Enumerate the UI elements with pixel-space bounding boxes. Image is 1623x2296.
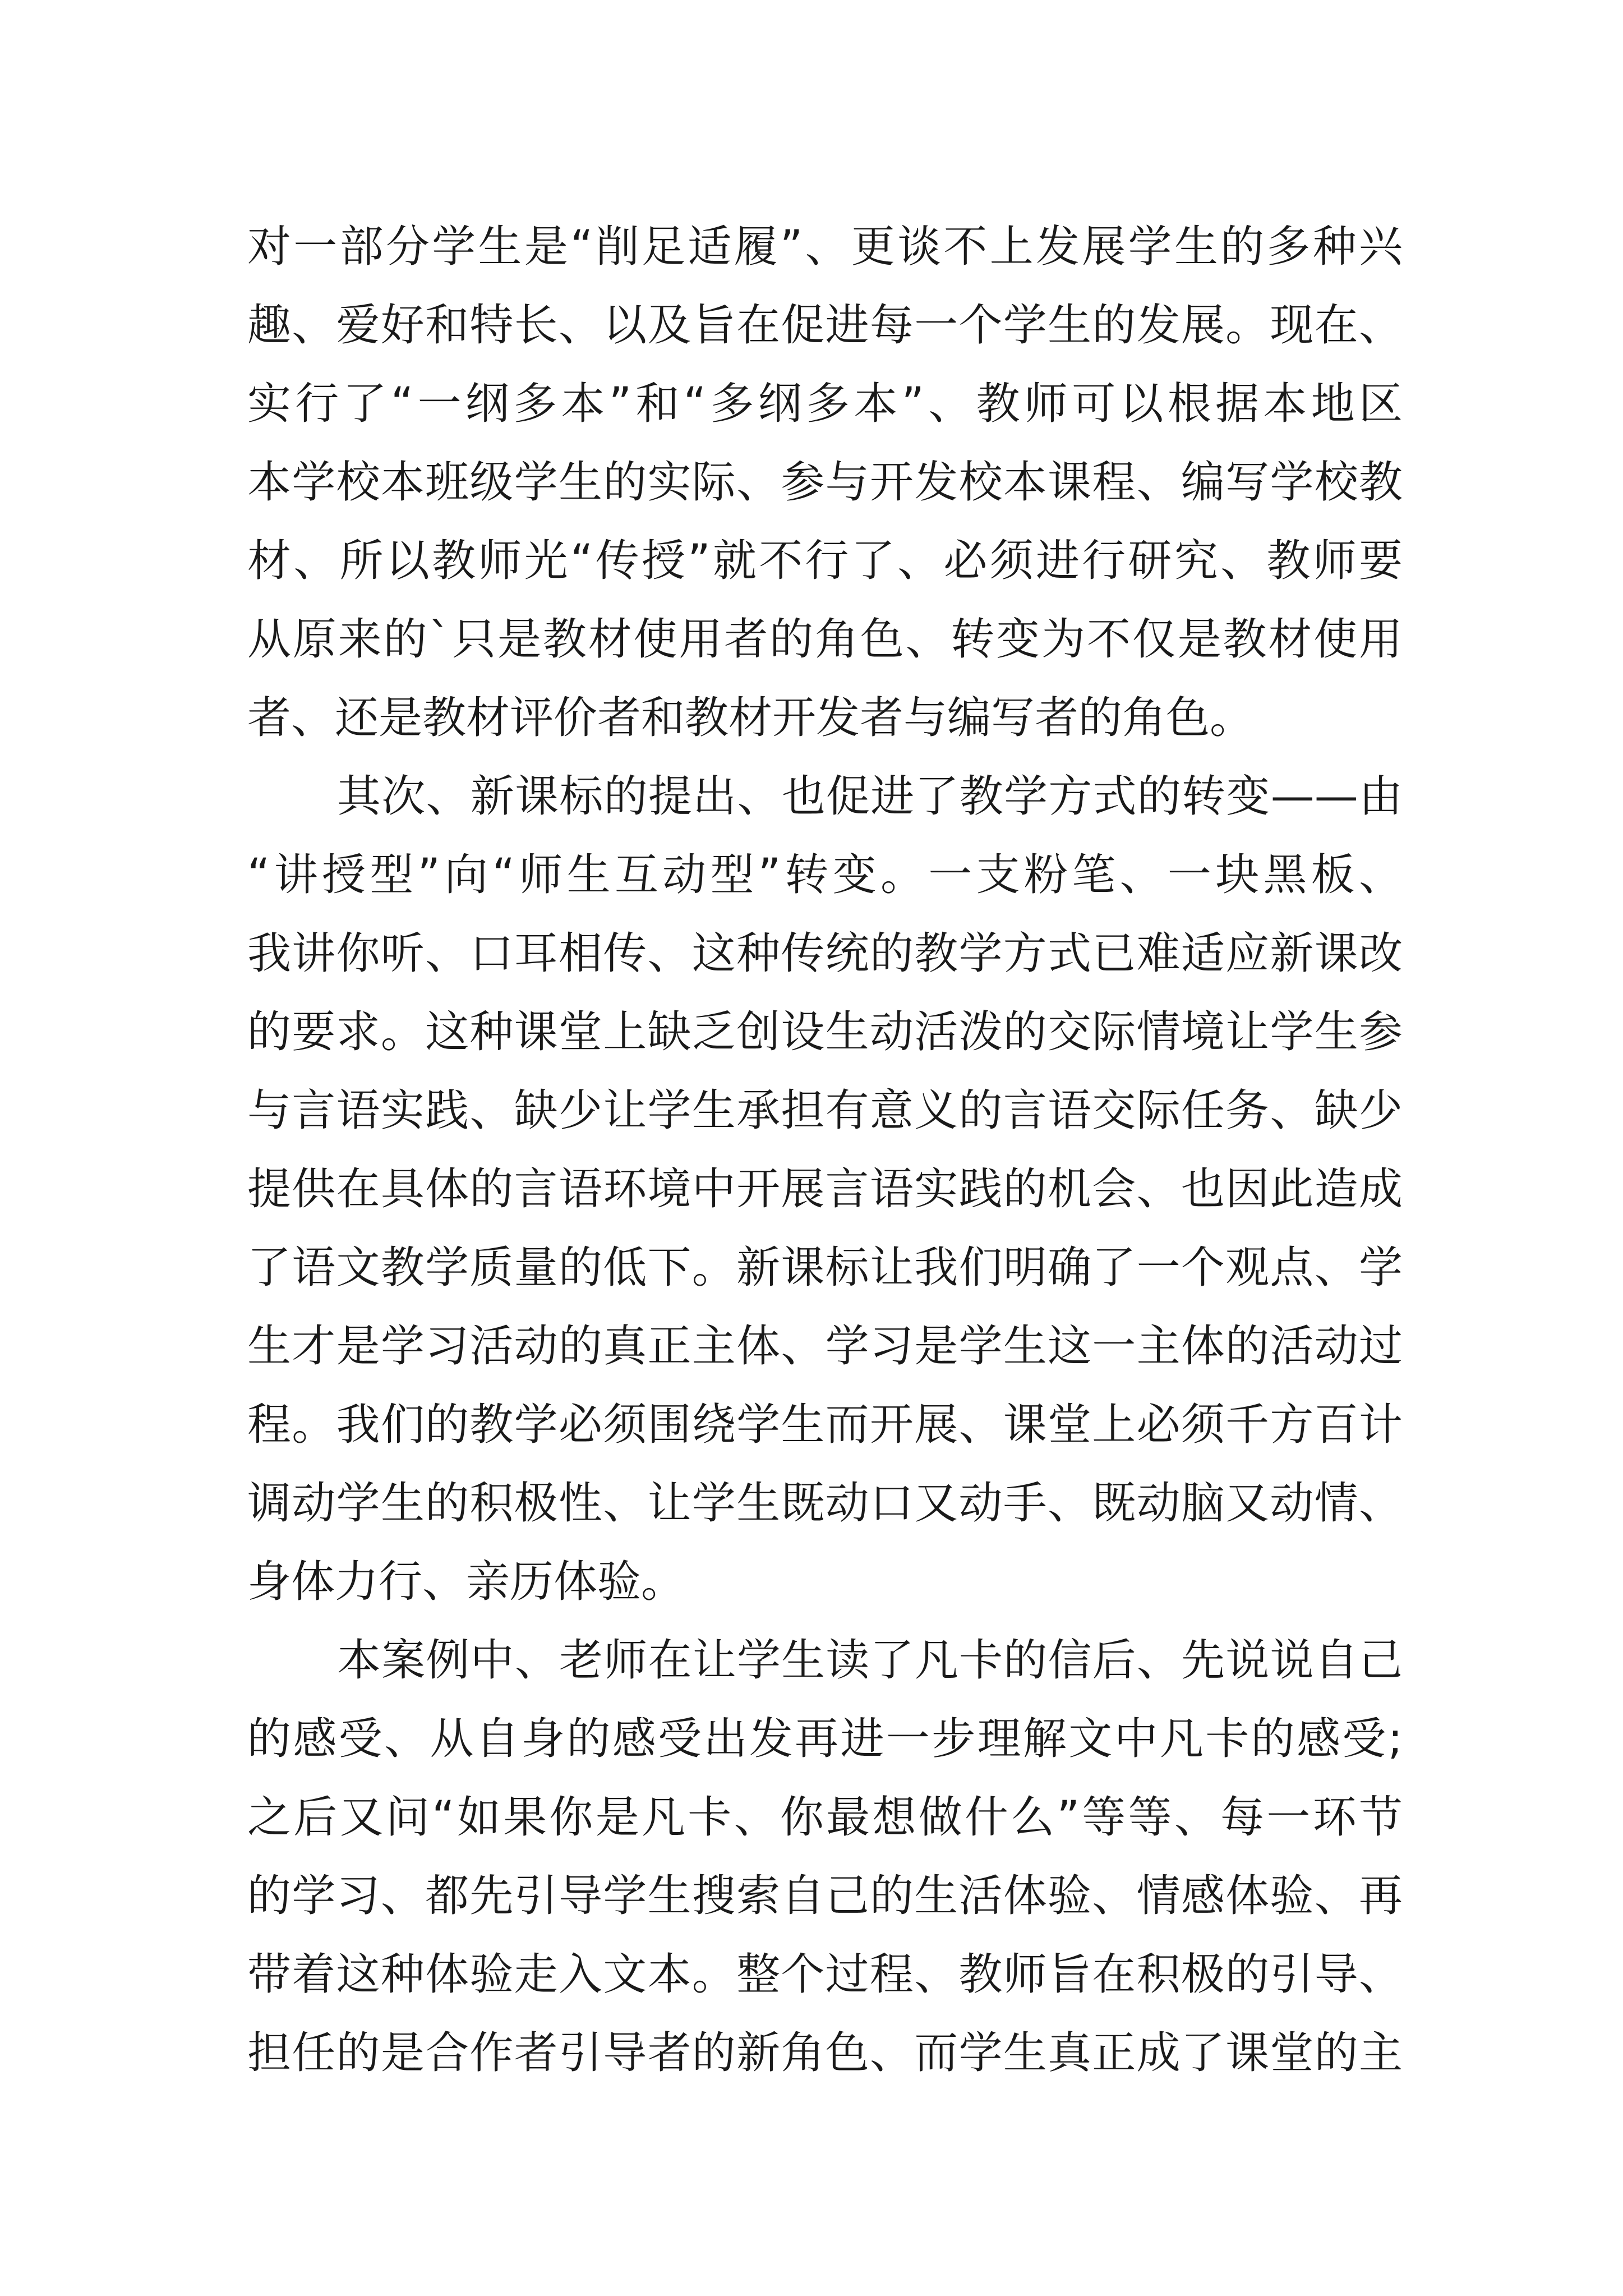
text-line: 趣、爱好和特长、以及旨在促进每一个学生的发展。现在、 xyxy=(247,300,1403,351)
text-line: 的感受、从自身的感受出发再进一步理解文中凡卡的感受; xyxy=(247,1714,1403,1764)
text-line: 与言语实践、缺少让学生承担有意义的言语交际任务、缺少 xyxy=(247,1085,1403,1136)
text-line: 的要求。这种课堂上缺乏创设生动活泼的交际情境让学生参 xyxy=(247,1007,1403,1057)
text-line: 身体力行、亲历体验。 xyxy=(247,1557,685,1607)
text-line: 了语文教学质量的低下。新课标让我们明确了一个观点、学 xyxy=(247,1243,1403,1293)
text-line: 对一部分学生是“削足适履”、更谈不上发展学生的多种兴 xyxy=(247,222,1403,272)
text-line: 从原来的`只是教材使用者的角色、转变为不仅是教材使用 xyxy=(247,614,1403,665)
text-line: 的学习、都先引导学生搜索自己的生活体验、情感体验、再 xyxy=(247,1871,1403,1921)
text-line: 程。我们的教学必须围绕学生而开展、课堂上必须千方百计 xyxy=(247,1400,1403,1450)
text-line: 其次、新课标的提出、也促进了教学方式的转变——由 xyxy=(337,771,1403,822)
paragraph xyxy=(247,757,1403,1621)
text-line: 我讲你听、口耳相传、这种传统的教学方式已难适应新课改 xyxy=(247,928,1403,979)
text-line: 调动学生的积极性、让学生既动口又动手、既动脑又动情、 xyxy=(247,1478,1403,1529)
text-line: 实行了“一纲多本”和“多纲多本”、教师可以根据本地区 xyxy=(247,379,1403,429)
paragraph xyxy=(247,208,1403,757)
text-line: 提供在具体的言语环境中开展言语实践的机会、也因此造成 xyxy=(247,1164,1403,1214)
text-line: 材、所以教师光“传授”就不行了、必须进行研究、教师要 xyxy=(247,536,1403,586)
paragraph xyxy=(247,1621,1403,2092)
text-body xyxy=(247,208,1403,2092)
text-line: 之后又问“如果你是凡卡、你最想做什么”等等、每一环节 xyxy=(247,1792,1403,1843)
text-line: 者、还是教材评价者和教材开发者与编写者的角色。 xyxy=(247,693,1254,743)
text-line: 本学校本班级学生的实际、参与开发校本课程、编写学校教 xyxy=(247,457,1403,508)
text-line: 担任的是合作者引导者的新角色、而学生真正成了课堂的主 xyxy=(247,2028,1403,2078)
text-line: 本案例中、老师在让学生读了凡卡的信后、先说说自己 xyxy=(337,1635,1403,1686)
text-line: 生才是学习活动的真正主体、学习是学生这一主体的活动过 xyxy=(247,1321,1403,1372)
text-line: 带着这种体验走入文本。整个过程、教师旨在积极的引导、 xyxy=(247,1949,1403,2000)
text-line: “讲授型”向“师生互动型”转变。一支粉笔、一块黑板、 xyxy=(247,850,1403,900)
